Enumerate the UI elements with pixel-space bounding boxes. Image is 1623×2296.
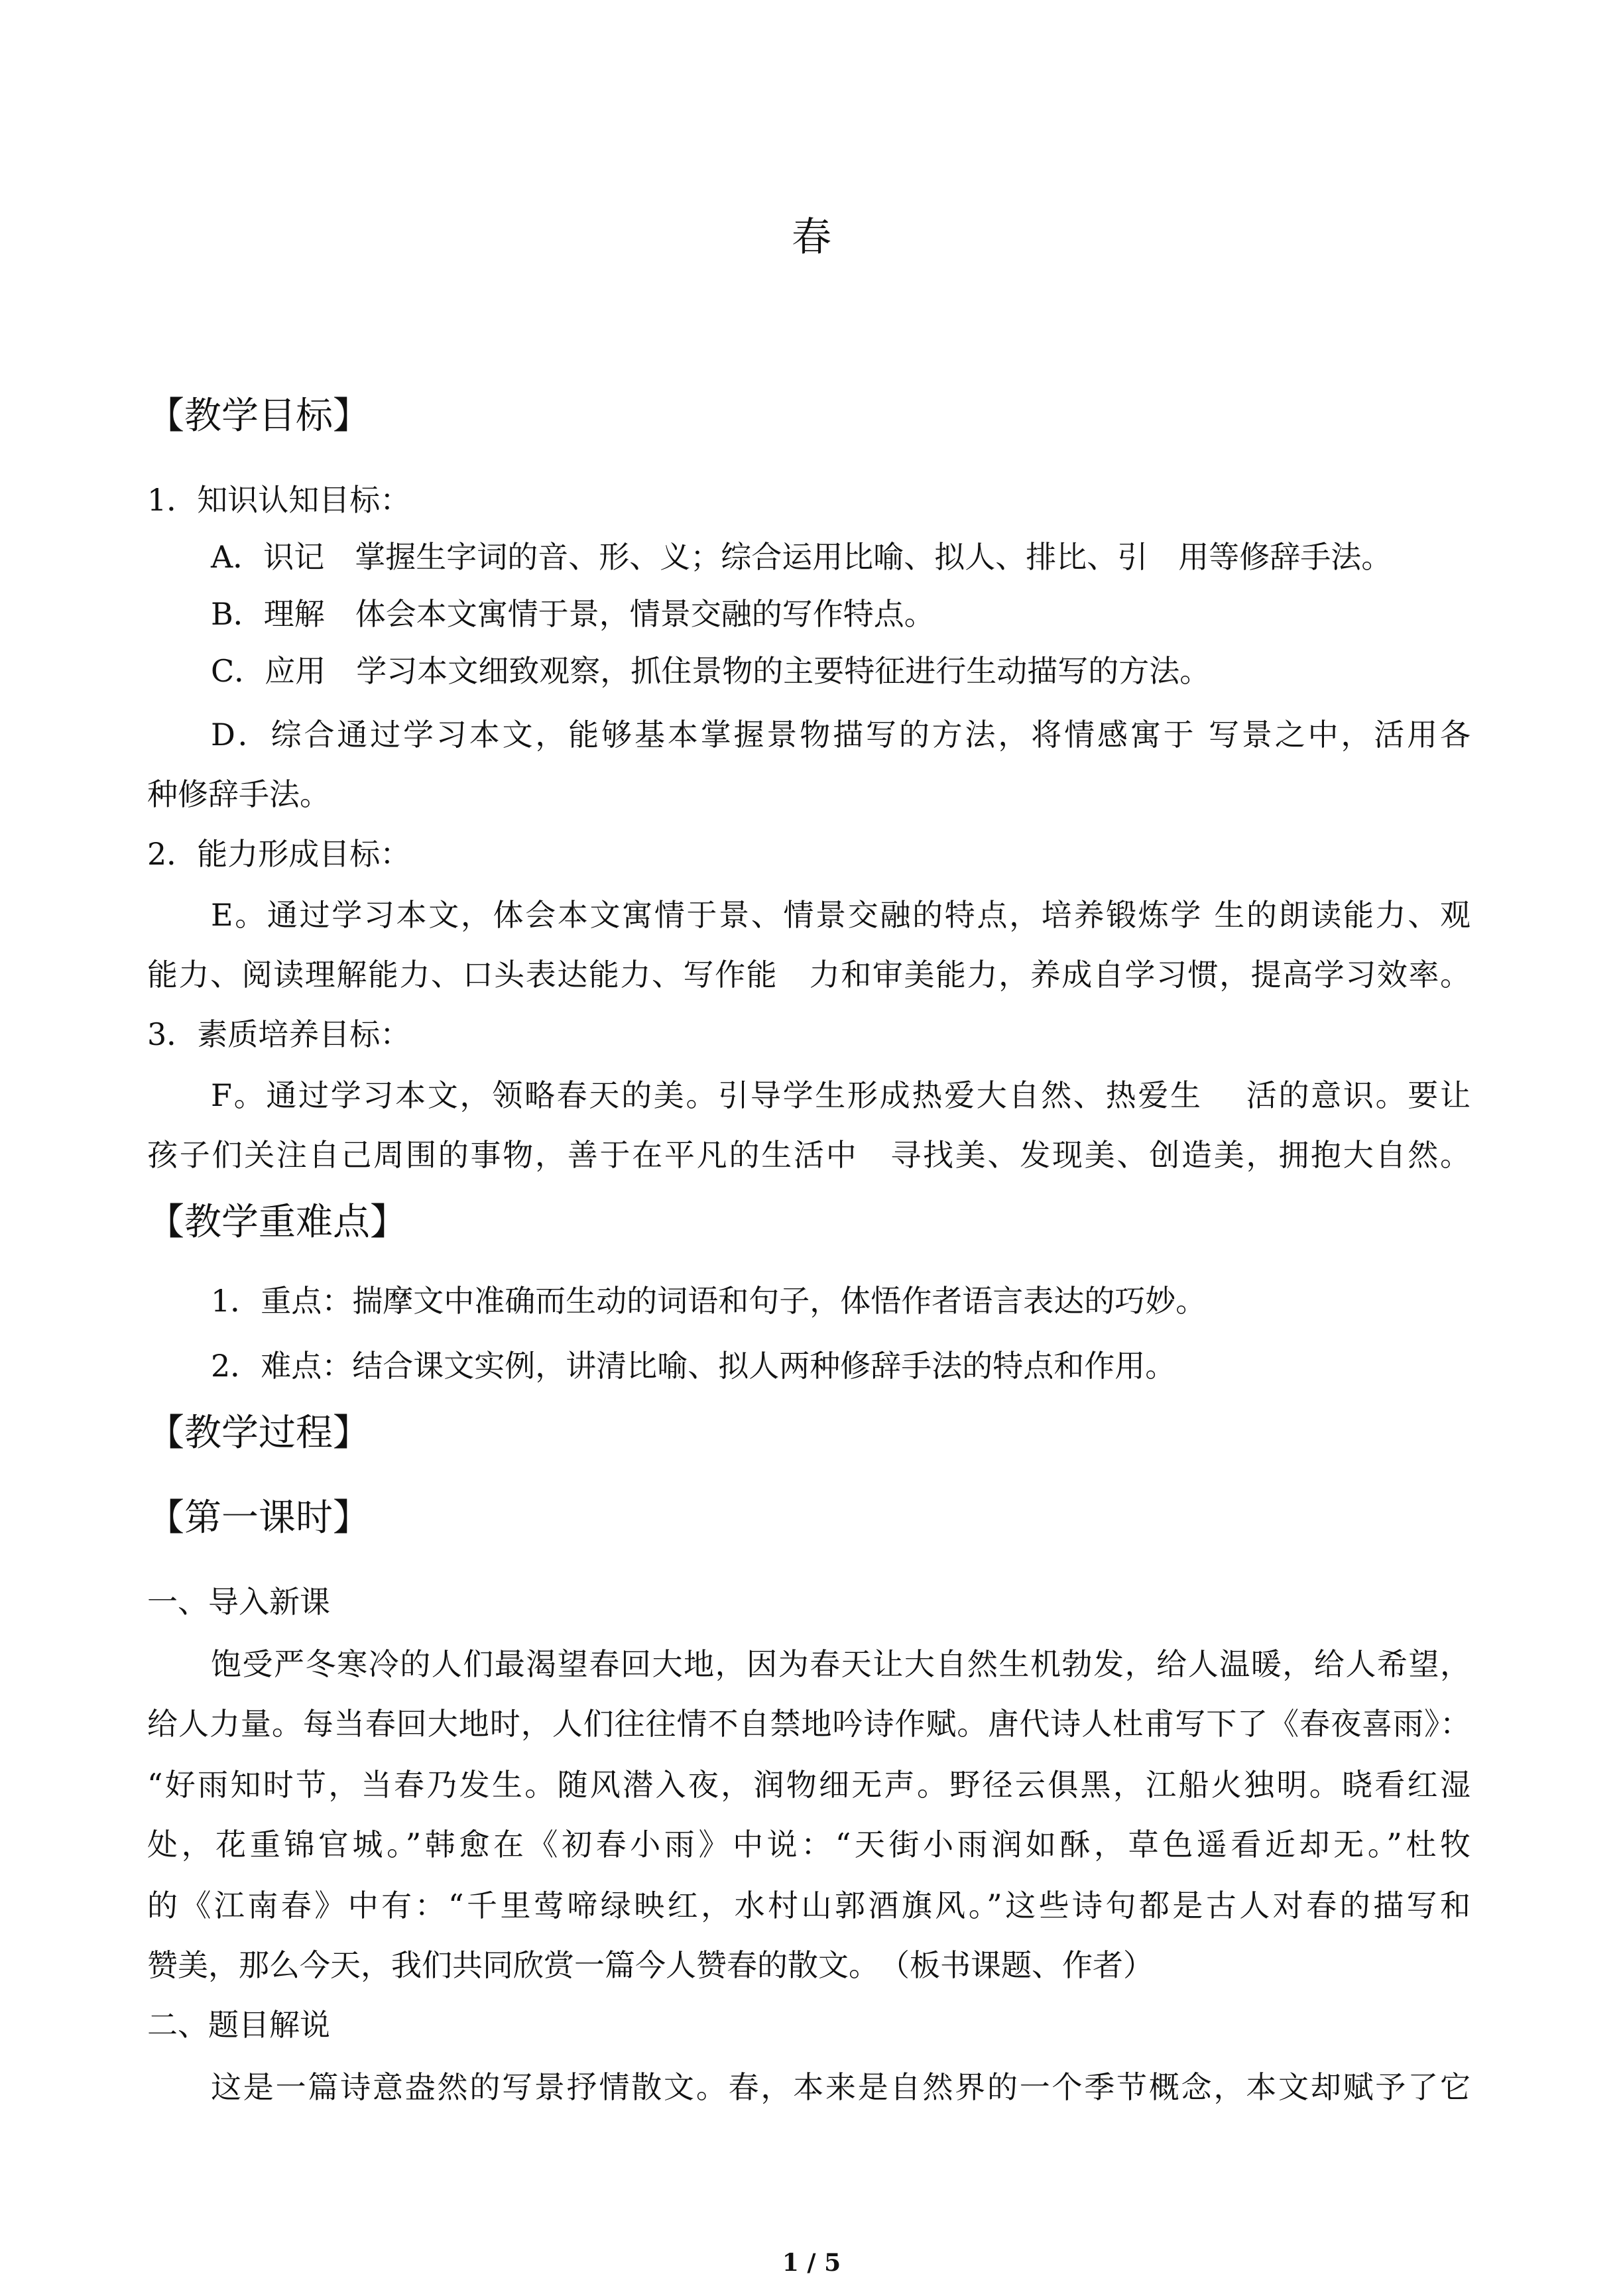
heading-objectives: 【教学目标】 (147, 394, 370, 438)
section-title-explain-heading: 二、题目解说 (147, 2007, 330, 2043)
objective-d-line2: 种修辞手法。 (147, 776, 330, 812)
objective-ability-label: 2．能力形成目标： (147, 836, 411, 872)
intro-line-6: 赞美，那么今天，我们共同欣赏一篇今人赞春的散文。 （板书课题、作者） (147, 1947, 1154, 1983)
section-intro-heading: 一、导入新课 (147, 1584, 330, 1620)
objective-a: A．识记 掌握生字词的音、形、义；综合运用比喻、拟人、排比、引 用等修辞手法。 (211, 539, 1392, 575)
objective-c: C．应用 学习本文细致观察，抓住景物的主要特征进行生动描写的方法。 (211, 653, 1211, 689)
key-point-2: 2．难点：结合课文实例，讲清比喻、拟人两种修辞手法的特点和作用。 (211, 1348, 1176, 1384)
objective-f-line2: 孩子们关注自己周围的事物，善于在平凡的生活中 寻找美、发现美、创造美，拥抱大自然。 (147, 1137, 1471, 1173)
page-number: 1 / 5 (782, 2249, 841, 2277)
objective-f-line1: F。通过学习本文，领略春天的美。引导学生形成热爱大自然、热爱生 活的意识。要让 (211, 1077, 1471, 1113)
objective-b: B．理解 体会本文寓情于景，情景交融的写作特点。 (211, 596, 935, 632)
objective-d-line1: D．综合通过学习本文，能够基本掌握景物描写的方法，将情感寓于 写景之中，活用各 (211, 717, 1471, 753)
intro-line-5: 的《江南春》中有：“千里莺啼绿映红，水村山郭酒旗风。”这些诗句都是古人对春的描写和 (147, 1888, 1471, 1923)
heading-first-lesson: 【第一课时】 (147, 1496, 370, 1540)
objective-quality-label: 3．素质培养目标： (147, 1016, 411, 1052)
objective-knowledge-label: 1．知识认知目标： (147, 482, 411, 518)
objective-e-line2: 能力、阅读理解能力、口头表达能力、写作能 力和审美能力，养成自学习惯，提高学习效率。 (147, 957, 1471, 993)
objective-e-line1: E。通过学习本文，体会本文寓情于景、情景交融的特点，培养锻炼学 生的朗读能力、观 (211, 897, 1471, 933)
intro-line-3: “好雨知时节，当春乃发生。随风潜入夜，润物细无声。野径云俱黑，江船火独明。晓看红湿 (147, 1767, 1471, 1803)
intro-line-4: 处，花重锦官城。”韩愈在《初春小雨》中说：“天街小雨润如酥，草色遥看近却无。”杜牧 (147, 1827, 1471, 1862)
heading-key-points: 【教学重难点】 (147, 1201, 407, 1244)
intro-line-2: 给人力量。每当春回大地时，人们往往情不自禁地吟诗作赋。唐代诗人杜甫写下了《春夜喜雨》： (147, 1706, 1471, 1742)
intro-line-1: 饱受严冬寒冷的人们最渴望春回大地，因为春天让大自然生机勃发，给人温暖，给人希望， (211, 1646, 1471, 1682)
heading-process: 【教学过程】 (147, 1412, 370, 1455)
explain-line-1: 这是一篇诗意盎然的写景抒情散文。春，本来是自然界的一个季节概念，本文却赋予了它 (211, 2069, 1471, 2105)
key-point-1: 1．重点：揣摩文中准确而生动的词语和句子，体悟作者语言表达的巧妙。 (211, 1283, 1207, 1319)
document-title: 春 (792, 214, 831, 261)
